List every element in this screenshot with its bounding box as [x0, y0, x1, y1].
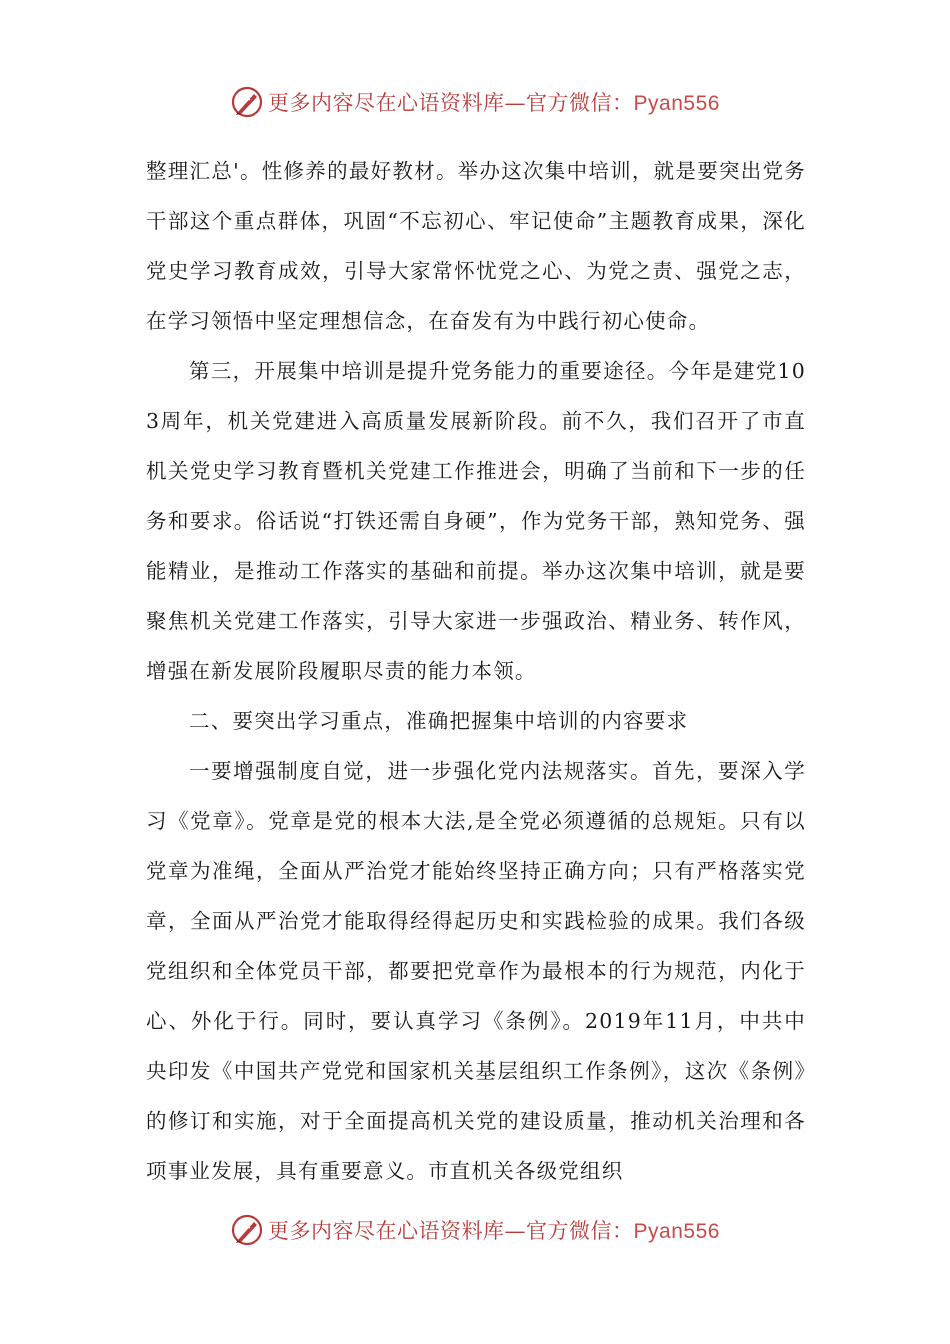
footer-watermark-text: 更多内容尽在心语资料库—官方微信：Pyan556 [268, 1219, 720, 1243]
document-body [146, 146, 806, 1196]
paragraph-3: 一要增强制度自觉，进一步强化党内法规落实。首先，要深入学习《党章》。党章是党的根本大法,是全党必须遵循的总规矩。只有以党章为准绳，全面从严治党才能始终坚持正确方向；只有严格落实党章，全面从严治党才能取得经得起历史和实践检验的成果。我们各级党组织和全体党员干部，都要把党章作为最根本的行为规范，内化于心、外化于行。同时，要认真学习《条例》。2019年11月，中共中央印发《中国共产党党和国家机关基层组织工作条例》，这次《条例》的修订和实施，对于全面提高机关党的建设质量，推动机关治理和各项事业发展，具有重要意义。市直机关各级党组织 [146, 759, 806, 1183]
section-heading: 二、要突出学习重点，准确把握集中培训的内容要求 [189, 709, 689, 733]
footer-wechat-id: Pyan556 [633, 1220, 720, 1243]
pen-logo-icon [230, 85, 264, 119]
header-wechat-id: Pyan556 [633, 92, 720, 115]
footer-watermark-banner [0, 1210, 950, 1250]
header-watermark-banner [0, 82, 950, 122]
pen-logo-icon [230, 1213, 264, 1247]
header-watermark-text: 更多内容尽在心语资料库—官方微信：Pyan556 [268, 91, 720, 115]
paragraph-1: 整理汇总'。性修养的最好教材。举办这次集中培训，就是要突出党务干部这个重点群体，巩固“不忘初心、牢记使命”主题教育成果，深化党史学习教育成效，引导大家常怀忧党之心、为党之责、强党之志，在学习领悟中坚定理想信念，在奋发有为中践行初心使命。 [146, 159, 806, 333]
paragraph-2: 第三，开展集中培训是提升党务能力的重要途径。今年是建党103周年，机关党建进入高质量发展新阶段。前不久，我们召开了市直机关党史学习教育暨机关党建工作推进会，明确了当前和下一步的任务和要求。俗话说“打铁还需自身硬”，作为党务干部，熟知党务、强能精业，是推动工作落实的基础和前提。举办这次集中培训，就是要聚焦机关党建工作落实，引导大家进一步强政治、精业务、转作风，增强在新发展阶段履职尽责的能力本领。 [146, 359, 806, 683]
